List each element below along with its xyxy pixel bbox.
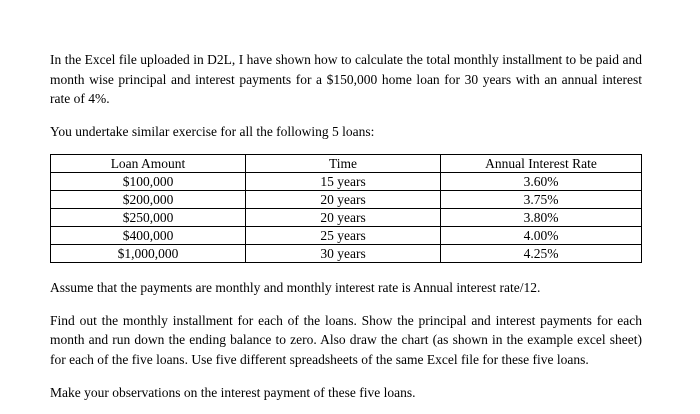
table-cell: $250,000 <box>51 209 246 227</box>
table-cell: $100,000 <box>51 173 246 191</box>
table-cell: 3.80% <box>441 209 642 227</box>
table-header-cell: Annual Interest Rate <box>441 155 642 173</box>
table-row <box>51 209 642 227</box>
table-cell: 4.25% <box>441 245 642 263</box>
exercise-paragraph: You undertake similar exercise for all the following 5 loans: <box>50 123 375 139</box>
table-cell: $1,000,000 <box>51 245 246 263</box>
observations-paragraph: Make your observations on the interest payment of these five loans. <box>50 384 416 400</box>
table-row <box>51 245 642 263</box>
table-cell: 25 years <box>246 227 441 245</box>
table-row <box>51 227 642 245</box>
table-row <box>51 191 642 209</box>
table-cell: 3.75% <box>441 191 642 209</box>
assumption-paragraph: Assume that the payments are monthly and monthly interest rate is Annual interest rate/12. <box>50 280 541 296</box>
instructions-paragraph: Find out the monthly installment for each of the loans. Show the principal and interest payments for each month and run down the ending balance to zero. Also draw the chart (as shown in the example excel sheet) for each of the five loans. Use five different spreadsheets of the same Excel file for these five loans. <box>50 312 642 367</box>
table-cell: $400,000 <box>51 227 246 245</box>
table-row <box>51 173 642 191</box>
table-cell: 4.00% <box>441 227 642 245</box>
intro-paragraph: In the Excel file uploaded in D2L, I have shown how to calculate the total monthly installment to be paid and month wise principal and interest payments for a $150,000 home loan for 30 years with an annual interest rate of 4%. <box>50 52 642 107</box>
table-cell: 30 years <box>246 245 441 263</box>
table-header-cell: Time <box>246 155 441 173</box>
table-cell: 20 years <box>246 191 441 209</box>
loan-table-body <box>51 173 642 263</box>
table-cell: $200,000 <box>51 191 246 209</box>
loan-table <box>50 154 642 263</box>
table-cell: 3.60% <box>441 173 642 191</box>
loan-table-header <box>51 155 642 173</box>
table-cell: 20 years <box>246 209 441 227</box>
table-cell: 15 years <box>246 173 441 191</box>
table-header-row <box>51 155 642 173</box>
table-header-cell: Loan Amount <box>51 155 246 173</box>
